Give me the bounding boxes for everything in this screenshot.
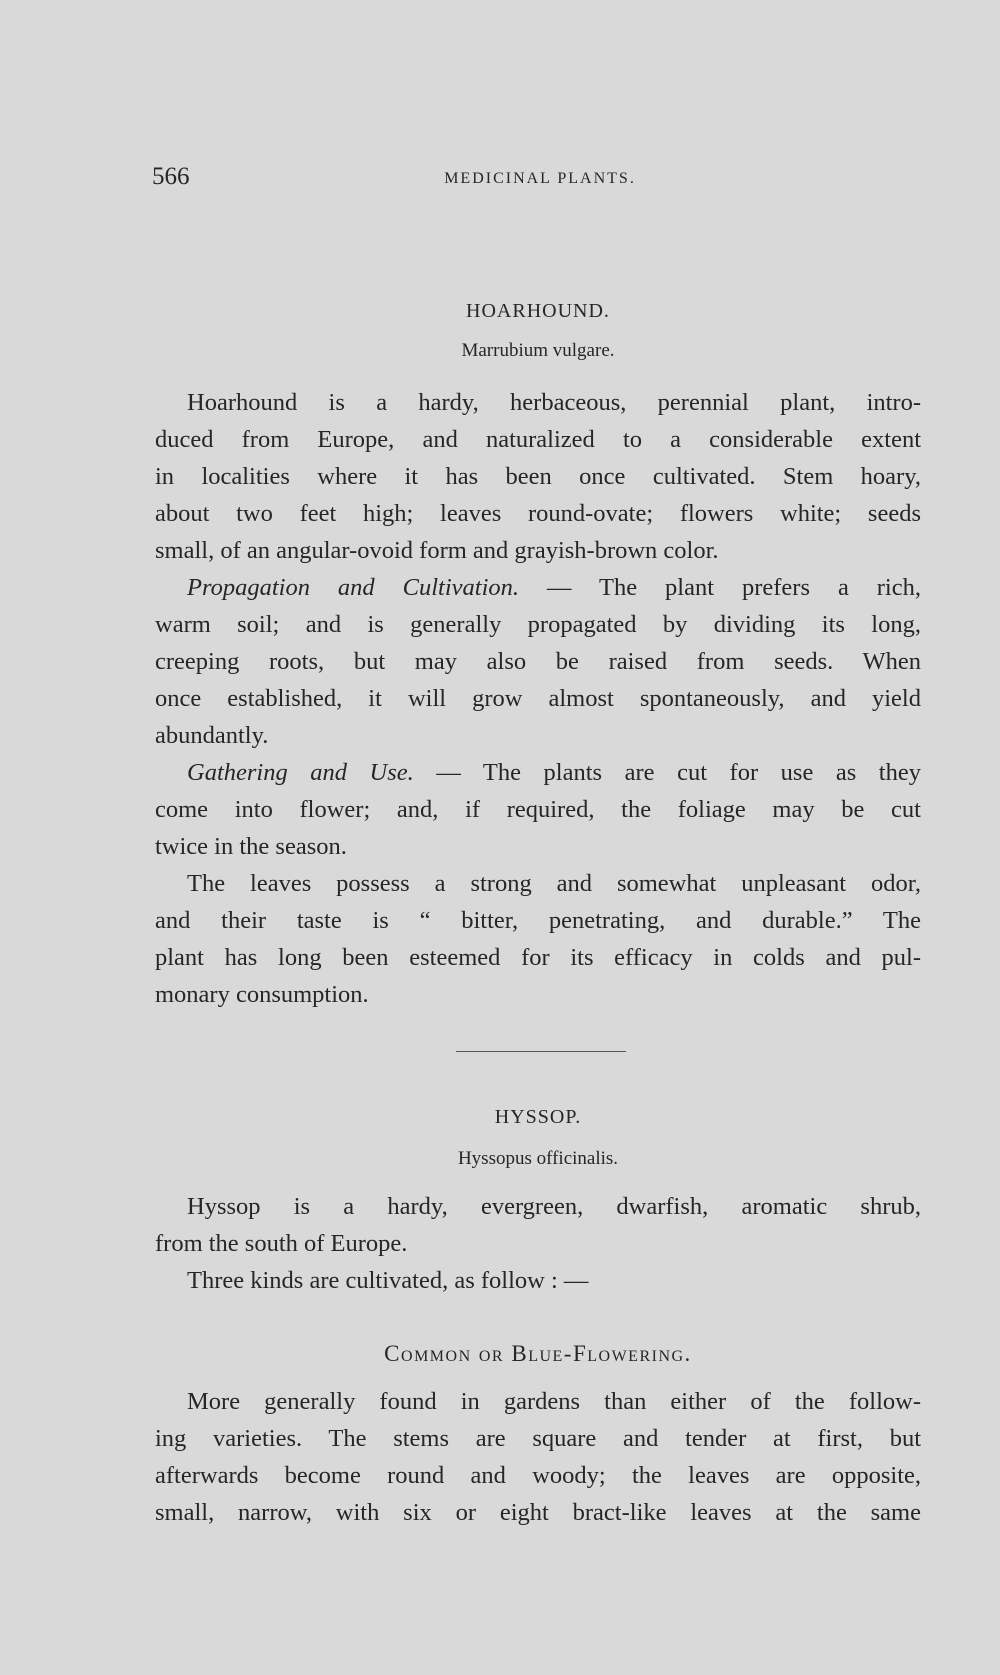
text-line: Three kinds are cultivated, as follow : — [187,1267,589,1294]
text-line: Hoarhound is a hardy, herbaceous, perennial plant, intro- [187,389,921,416]
latin-name-hyssop: Hyssopus officinalis. [457,1148,619,1169]
text-line: monary consumption. [155,981,369,1008]
text-line: The leaves possess a strong and somewhat unpleasant odor, [187,870,921,897]
page-number: 566 [152,163,190,190]
text-line: in localities where it has been once cultivated. Stem hoary, [155,463,921,490]
text-line: abundantly. [155,722,269,749]
text-line: More generally found in gardens than either of the follow- [187,1388,921,1415]
text-line: come into flower; and, if required, the foliage may be cut [155,796,921,823]
line-text: — The plant prefers a rich, [519,574,921,601]
text-line: once established, it will grow almost spontaneously, and yield [155,685,921,712]
text-line: small, narrow, with six or eight bract-like leaves at the same [155,1499,921,1526]
text-line: duced from Europe, and naturalized to a considerable extent [155,426,921,453]
text-line: Hyssop is a hardy, evergreen, dwarfish, aromatic shrub, [187,1193,921,1220]
subheading-common-blue-flowering: Common or Blue-Flowering. [384,1341,692,1366]
text-line [187,569,921,606]
running-head: MEDICINAL PLANTS. [444,170,636,187]
run-in-heading: Gathering and Use. [187,759,414,786]
text-line: from the south of Europe. [155,1230,408,1257]
latin-name-hoarhound: Marrubium vulgare. [461,340,615,361]
section-divider [456,1051,626,1052]
text-line: twice in the season. [155,833,347,860]
text-line: small, of an angular-ovoid form and grayish-brown color. [155,537,719,564]
text-line: about two feet high; leaves round-ovate; flowers white; seeds [155,500,921,527]
text-line: afterwards become round and woody; the leaves are opposite, [155,1462,921,1489]
text-line: warm soil; and is generally propagated by dividing its long, [155,611,921,638]
text-line: ing varieties. The stems are square and tender at first, but [155,1425,921,1452]
text-line: creeping roots, but may also be raised from seeds. When [155,648,921,675]
text-line: plant has long been esteemed for its efficacy in colds and pul- [155,944,921,971]
text-line [187,754,921,791]
text-line: and their taste is “ bitter, penetrating, and durable.” The [155,907,921,934]
section-title-hyssop: HYSSOP. [494,1106,582,1128]
section-title-hoarhound: HOARHOUND. [466,300,610,322]
line-text: — The plants are cut for use as they [413,759,921,786]
run-in-heading: Propagation and Cultivation. [187,574,519,601]
